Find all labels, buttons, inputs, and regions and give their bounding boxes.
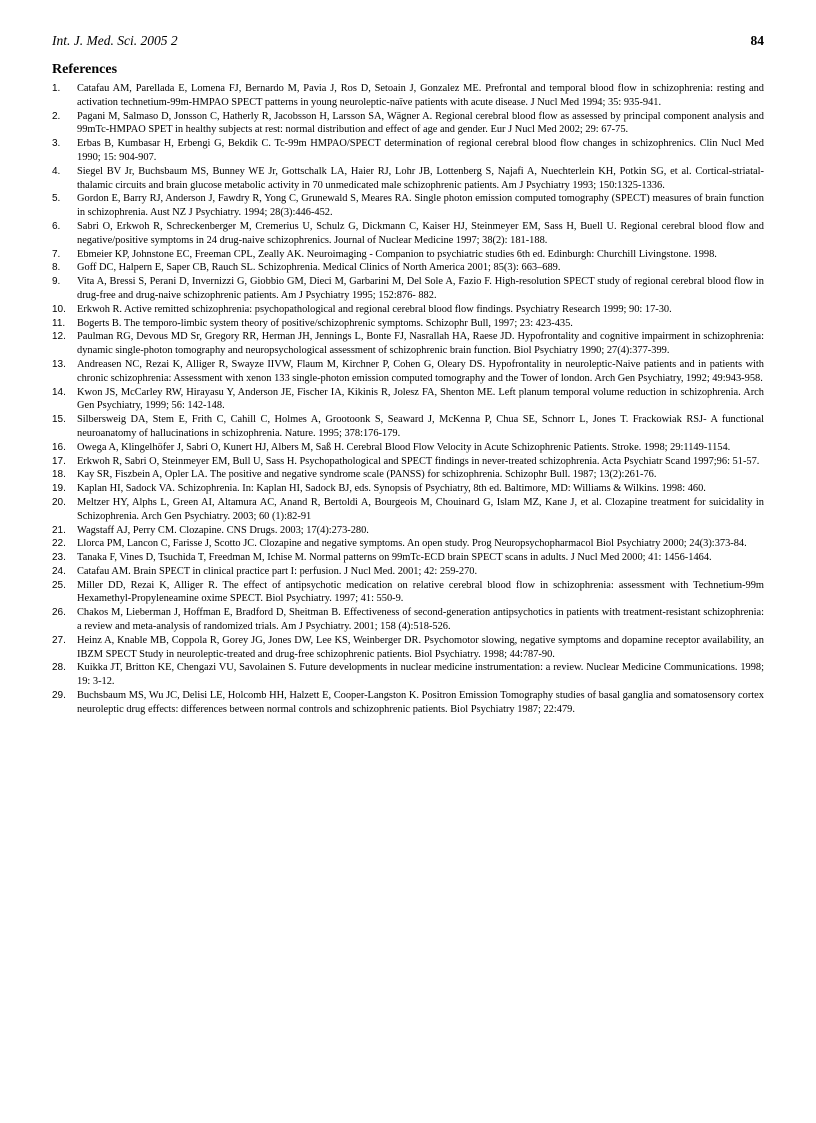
reference-item [52,606,764,634]
reference-text: Andreasen NC, Rezai K, Alliger R, Swayze IIVW, Flaum M, Kirchner P, Cohen G, Oleary DS. Hypofrontality in neuroleptic-Naive patients and in patients with chronic schizophrenia: Assessment with xenon 133 single-photon emission computed tomography and the Tower of london. Arch Gen Psychiatry, 1992; 49:943-958. [77,358,764,384]
reference-number: 3. [52,138,61,150]
references-heading: References [52,62,118,77]
reference-number: 29. [52,690,66,702]
reference-item [52,220,764,248]
reference-number: 19. [52,483,66,495]
reference-item [52,496,764,524]
reference-text: Catafau AM. Brain SPECT in clinical practice part I: perfusion. J Nucl Med. 2001; 42: 259-270. [77,565,478,577]
reference-number: 13. [52,358,66,370]
reference-text: Owega A, Klingelhöfer J, Sabri O, Kunert HJ, Albers M, Saß H. Cerebral Blood Flow Velocity in Acute Schizophrenic Patients. Stroke. 1998; 29:1149-1154. [77,441,731,453]
reference-text: Catafau AM, Parellada E, Lomena FJ, Bernardo M, Pavia J, Ros D, Setoain J, Gonzalez ME. Prefrontal and temporal blood flow in schizophrenia: resting and activation technetium-99m-HMPAO SPECT patterns in young neuroleptic-naïve patients with acute disease. J Nucl Med 1994; 35: 935-941. [77,83,764,108]
reference-item [52,261,764,275]
reference-number: 16. [52,441,66,453]
references-list [52,82,764,717]
reference-number: 22. [52,538,66,550]
reference-text: Tanaka F, Vines D, Tsuchida T, Freedman M, Ichise M. Normal patterns on 99mTc-ECD brain SPECT scans in adults. J Nucl Med 2000; 41: 1456-1464. [77,552,712,564]
reference-item [52,537,764,551]
reference-item [52,441,764,455]
reference-text: Pagani M, Salmaso D, Jonsson C, Hatherly R, Jacobsson H, Larsson SA, Wägner A. Regional cerebral blood flow as assessed by principal component analysis and 99mTc-HMPAO SPET in healthy subjects at rest: normal distribution and effect of age and gender. Eur J Nucl Med 2002; 29: 67-75. [77,110,764,136]
reference-text: Silbersweig DA, Stem E, Frith C, Cahill C, Holmes A, Grootoonk S, Seaward J, McKenna P, Chua SE, Schnorr L, Jones T. Frackowiak RSJ- A functional neuroanatomy of hallucinations in schizophrenia. Nature. 1995; 378:176-179. [77,414,764,439]
reference-item [52,524,764,538]
reference-item [52,634,764,662]
reference-item [52,565,764,579]
reference-number: 1. [52,83,61,94]
reference-number: 25. [52,579,66,591]
reference-item [52,330,764,358]
reference-number: 4. [52,165,61,177]
reference-number: 10. [52,303,66,315]
reference-item [52,192,764,220]
reference-item [52,482,764,496]
reference-number: 20. [52,496,66,508]
reference-number: 2. [52,110,61,122]
reference-number: 14. [52,386,66,398]
reference-number: 12. [52,331,66,343]
reference-text: Kwon JS, McCarley RW, Hirayasu Y, Anderson JE, Fischer IA, Kikinis R, Jolesz FA, Shenton ME. Left planum temporal volume reduction in schizophrenia. Arch Gen Psychiatry, 1999; 56: 142-148. [77,386,764,412]
page-number: 84 [750,33,764,48]
reference-text: Kaplan HI, Sadock VA. Schizophrenia. In: Kaplan HI, Sadock BJ, eds. Synopsis of Psychiatry, 8th ed. Baltimore, MD: Williams & Wilkins. 1998: 460. [77,483,706,495]
reference-item [52,303,764,317]
reference-text: Miller DD, Rezai K, Alliger R. The effect of antipsychotic medication on relative cerebral blood flow in schizophrenia: assessment with Technetium-99m Hexamethyl-Propyleneamine oxime SPECT. Biol Psychiatry. 1997; 41: 550-9. [77,579,764,605]
reference-number: 18. [52,469,66,481]
reference-number: 7. [52,248,61,260]
reference-text: Meltzer HY, Alphs L, Green AI, Altamura AC, Anand R, Bertoldi A, Bourgeois M, Chouinard G, Islam MZ, Kane J, et al. Clozapine treatment for suicidality in Schizophrenia. Arch Gen Psychiatry. 2003; 60 (1):82-91 [77,496,764,522]
reference-item [52,137,764,165]
reference-item [52,165,764,193]
reference-item [52,82,764,110]
reference-text: Kay SR, Fiszbein A, Opler LA. The positive and negative syndrome scale (PANSS) for schizophrenia. Schizophr Bull. 1987; 13(2):261-76. [77,469,657,481]
reference-text: Ebmeier KP, Johnstone EC, Freeman CPL, Zeally AK. Neuroimaging - Companion to psychiatric studies 6th ed. Edinburgh: Churchill Livingstone. 1998. [77,248,717,260]
reference-text: Erkwoh R, Sabri O, Steinmeyer EM, Bull U, Sass H. Psychopathological and SPECT findings in never-treated schizophrenia. Acta Psychiatr Scand 1997;96: 51-57. [77,455,760,467]
reference-text: Gordon E, Barry RJ, Anderson J, Fawdry R, Yong C, Grunewald S, Meares RA. Single photon emission computed tomography (SPECT) measures of brain function in schizophrenia. Aust NZ J Psychiatry. 1994; 28(3):446-452. [77,193,764,219]
reference-item [52,551,764,565]
reference-number: 15. [52,414,66,426]
reference-item [52,275,764,303]
reference-number: 28. [52,662,66,674]
reference-number: 9. [52,276,61,288]
reference-item [52,455,764,469]
reference-number: 8. [52,262,61,274]
reference-text: Chakos M, Lieberman J, Hoffman E, Bradford D, Sheitman B. Effectiveness of second-generation antipsychotics in patients with treatment-resistant schizophrenia: a review and meta-analysis of randomized trials. Am J Psychiatry. 2001; 158 (4):518-526. [77,607,764,633]
reference-text: Vita A, Bressi S, Perani D, Invernizzi G, Giobbio GM, Dieci M, Garbarini M, Del Sole A, Fazio F. High-resolution SPECT study of regional cerebral blood flow in drug-free and drug-naive schizophrenic patients. Am J Psychiatry 1995; 152:876- 882. [77,276,764,301]
reference-text: Siegel BV Jr, Buchsbaum MS, Bunney WE Jr, Gottschalk LA, Haier RJ, Lohr JB, Lottenberg S, Najafi A, Nuechterlein KH, Potkin SG, et al. Cortical-striatal-thalamic circuits and brain glucose metabolic activity in 70 unmedicated male schizophrenic patients. Am J Psychiatry 1993; 150:1325-1336. [77,165,764,191]
reference-text: Paulman RG, Devous MD Sr, Gregory RR, Herman JH, Jennings L, Bonte FJ, Nasrallah HA, Raese JD. Hypofrontality and cognitive impairment in schizophrenia: dynamic single-photon tomography and neuropsychological assessment of schizophrenic brain function. Biol Psychiatry 1990; 27(4):377-399. [77,331,764,357]
reference-number: 23. [52,552,66,564]
reference-text: Bogerts B. The temporo-limbic system theory of positive/schizophrenic symptoms. Schizophr Bull, 1997; 23: 423-435. [77,317,573,329]
reference-item [52,468,764,482]
reference-item [52,579,764,607]
reference-number: 17. [52,455,66,467]
reference-item [52,386,764,414]
reference-item [52,317,764,331]
reference-text: Erbas B, Kumbasar H, Erbengi G, Bekdik C. Tc-99m HMPAO/SPECT determination of regional cerebral blood flow changes in schizophrenics. Clin Nucl Med 1990; 15: 904-907. [77,138,764,163]
reference-item [52,689,764,717]
reference-text: Buchsbaum MS, Wu JC, Delisi LE, Holcomb HH, Halzett E, Cooper-Langston K. Positron Emission Tomography studies of basal ganglia and somatosensory cortex neuroleptic drug effects: differences between normal controls and schizophrenic patients. Biol Psychiatry 1987; 22:479. [77,690,764,715]
reference-text: Heinz A, Knable MB, Coppola R, Gorey JG, Jones DW, Lee KS, Weinberger DR. Psychomotor slowing, negative symptoms and dopamine receptor availability, an IBZM SPECT Study in neuroleptic-treated and drug-free schizophrenic patients. Biol Psychiatry. 1998; 44:787-90. [77,634,764,660]
reference-text: Erkwoh R. Active remitted schizophrenia: psychopathological and regional cerebral blood flow findings. Psychiatry Research 1999; 90: 17-30. [77,303,672,315]
reference-number: 6. [52,220,61,232]
reference-number: 27. [52,634,66,646]
reference-item [52,248,764,262]
reference-item [52,661,764,689]
reference-item [52,110,764,138]
journal-title: Int. J. Med. Sci. 2005 2 [52,33,178,48]
reference-number: 11. [52,317,66,329]
reference-text: Kuikka JT, Britton KE, Chengazi VU, Savolainen S. Future developments in nuclear medicine instrumentation: a review. Nuclear Medicine Communications. 1998; 19: 3-12. [77,662,764,688]
reference-number: 24. [52,565,66,577]
running-header [52,33,764,51]
reference-item [52,358,764,386]
reference-item [52,413,764,441]
reference-number: 5. [52,193,61,205]
reference-text: Goff DC, Halpern E, Saper CB, Rauch SL. Schizophrenia. Medical Clinics of North America 2001; 85(3): 663–689. [77,262,561,274]
reference-text: Wagstaff AJ, Perry CM. Clozapine. CNS Drugs. 2003; 17(4):273-280. [77,524,369,536]
reference-number: 26. [52,607,66,619]
reference-number: 21. [52,524,66,536]
reference-text: Llorca PM, Lancon C, Farisse J, Scotto JC. Clozapine and negative symptoms. An open study. Prog Neuropsychopharmacol Biol Psychiatry 2000; 24(3):373-84. [77,538,747,550]
reference-text: Sabri O, Erkwoh R, Schreckenberger M, Cremerius U, Schulz G, Dickmann C, Kaiser HJ, Steinmeyer EM, Sass H, Buell U. Regional cerebral blood flow and negative/positive symptoms in 24 drug-naive schizophrenics. Journal of Nuclear Medicine 1997; 38(2): 181-188. [77,220,764,246]
